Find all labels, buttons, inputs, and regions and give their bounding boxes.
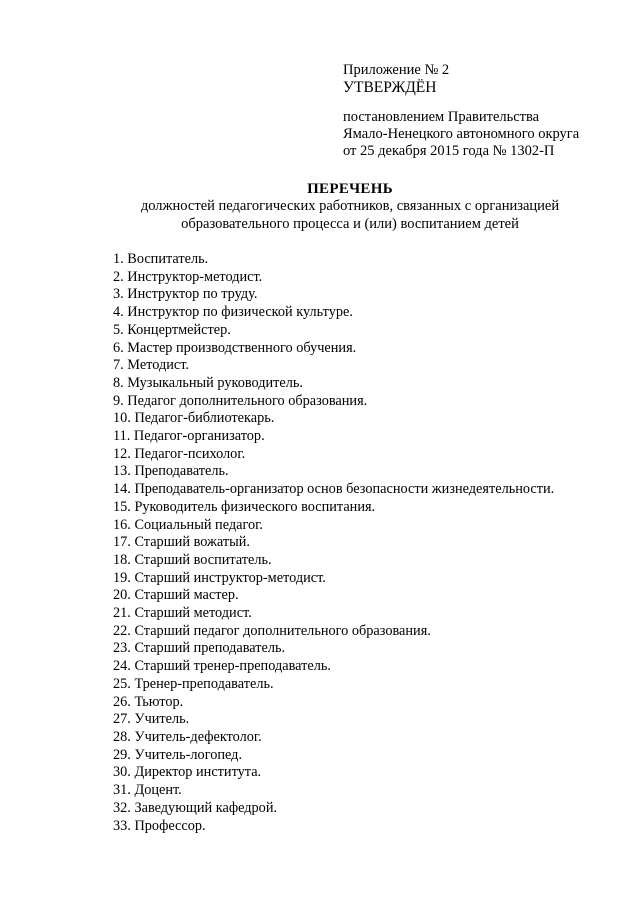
list-item: 4. Инструктор по физической культуре. xyxy=(113,304,353,321)
approval-gap xyxy=(343,97,633,109)
list-item: 8. Музыкальный руководитель. xyxy=(113,374,304,391)
list-item: 13. Преподаватель. xyxy=(113,463,229,480)
list-item: 3. Инструктор по труду. xyxy=(113,286,258,303)
list-item: 14. Преподаватель-организатор основ безопасности жизнедеятельности. xyxy=(113,481,555,498)
document-heading xyxy=(60,180,640,233)
list-item: 29. Учитель-логопед. xyxy=(113,746,243,763)
document-title: ПЕРЕЧЕНЬ xyxy=(307,181,393,197)
list-item: 16. Социальный педагог. xyxy=(113,516,263,533)
list-item: 11. Педагог-организатор. xyxy=(113,428,265,445)
list-item: 10. Педагог-библиотекарь. xyxy=(113,410,275,427)
approval-date-line: от 25 декабря 2015 года № 1302-П xyxy=(343,143,555,159)
list-item: 31. Доцент. xyxy=(113,782,182,799)
list-item: 25. Тренер-преподаватель. xyxy=(113,675,274,692)
appendix-number: Приложение № 2 xyxy=(343,62,450,78)
list-item: 30. Директор института. xyxy=(113,764,262,781)
document-subtitle-line: должностей педагогических работников, связанных с организацией xyxy=(140,198,560,214)
list-item: 15. Руководитель физического воспитания. xyxy=(113,498,376,515)
list-item: 33. Профессор. xyxy=(113,817,206,834)
list-item: 9. Педагог дополнительного образования. xyxy=(113,392,368,409)
list-item: 27. Учитель. xyxy=(113,711,190,728)
list-item: 2. Инструктор-методист. xyxy=(113,268,263,285)
list-item: 19. Старший инструктор-методист. xyxy=(113,569,326,586)
list-item: 7. Методист. xyxy=(113,357,189,374)
list-item: 21. Старший методист. xyxy=(113,605,252,622)
approved-label: УТВЕРЖДЁН xyxy=(343,79,437,96)
list-item: 22. Старший педагог дополнительного образования. xyxy=(113,622,431,639)
approval-resolution-line: постановлением Правительства xyxy=(343,109,540,125)
list-item: 28. Учитель-дефектолог. xyxy=(113,728,262,745)
positions-list xyxy=(113,251,633,835)
list-item: 6. Мастер производственного обучения. xyxy=(113,339,357,356)
list-item: 20. Старший мастер. xyxy=(113,587,239,604)
list-item: 24. Старший тренер-преподаватель. xyxy=(113,658,331,675)
list-item: 32. Заведующий кафедрой. xyxy=(113,799,278,816)
approval-authority-line: Ямало-Ненецкого автономного округа xyxy=(343,126,580,142)
list-item: 12. Педагог-психолог. xyxy=(113,445,246,462)
document-subtitle-line: образовательного процесса и (или) воспитанием детей xyxy=(181,215,519,232)
list-item: 26. Тьютор. xyxy=(113,693,184,710)
list-item: 17. Старший вожатый. xyxy=(113,534,250,551)
list-item: 1. Воспитатель. xyxy=(113,251,209,267)
list-item: 5. Концертмейстер. xyxy=(113,321,231,338)
list-item: 18. Старший воспитатель. xyxy=(113,551,272,568)
approval-stamp-block xyxy=(343,62,633,160)
list-item: 23. Старший преподаватель. xyxy=(113,640,286,657)
